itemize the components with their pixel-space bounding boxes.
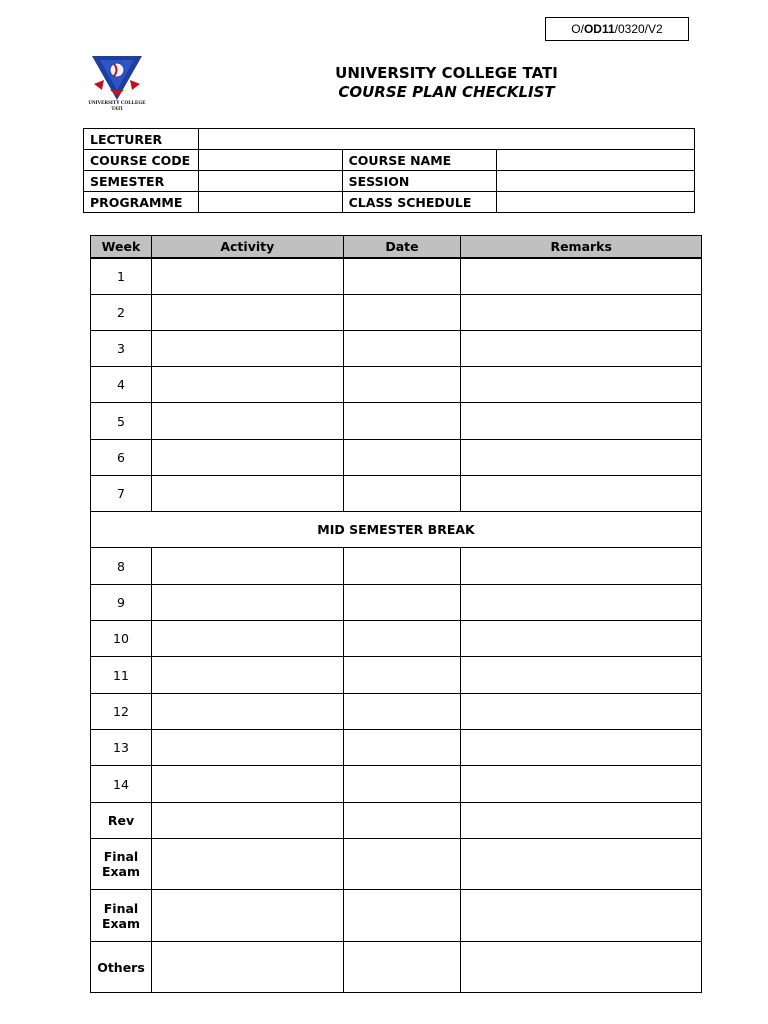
logo-text: UNIVERSITY COLLEGE TATI xyxy=(88,101,146,112)
remarks-cell[interactable] xyxy=(461,621,702,657)
week-cell-final-exam: Final Exam xyxy=(91,839,152,890)
activity-cell[interactable] xyxy=(151,803,343,839)
column-header-week: Week xyxy=(91,236,152,258)
column-header-activity: Activity xyxy=(151,236,343,258)
class-schedule-label: CLASS SCHEDULE xyxy=(342,192,497,213)
remarks-cell[interactable] xyxy=(461,657,702,694)
activity-cell[interactable] xyxy=(151,694,343,730)
table-row xyxy=(91,403,702,440)
week-cell: 13 xyxy=(91,730,152,766)
date-cell[interactable] xyxy=(343,766,461,803)
page-subtitle: COURSE PLAN CHECKLIST xyxy=(338,83,555,101)
activity-cell[interactable] xyxy=(151,476,343,512)
activity-cell[interactable] xyxy=(151,258,343,295)
plan-header-row xyxy=(91,236,702,258)
week-cell-final-exam: Final Exam xyxy=(91,890,152,942)
table-row xyxy=(91,548,702,585)
date-cell[interactable] xyxy=(343,367,461,403)
info-row-course xyxy=(84,150,695,171)
table-row xyxy=(91,730,702,766)
week-cell: 10 xyxy=(91,621,152,657)
week-cell: 9 xyxy=(91,585,152,621)
session-field[interactable] xyxy=(497,171,695,192)
document-code-bold: OD11 xyxy=(583,22,615,36)
lecturer-field[interactable] xyxy=(198,129,694,150)
date-cell[interactable] xyxy=(343,403,461,440)
activity-cell[interactable] xyxy=(151,657,343,694)
date-cell[interactable] xyxy=(343,839,461,890)
table-row xyxy=(91,585,702,621)
week-cell: 3 xyxy=(91,331,152,367)
table-row xyxy=(91,694,702,730)
table-row xyxy=(91,440,702,476)
remarks-cell[interactable] xyxy=(461,585,702,621)
activity-cell[interactable] xyxy=(151,403,343,440)
week-cell: 7 xyxy=(91,476,152,512)
remarks-cell[interactable] xyxy=(461,839,702,890)
column-header-remarks: Remarks xyxy=(461,236,702,258)
course-name-field[interactable] xyxy=(497,150,695,171)
date-cell[interactable] xyxy=(343,730,461,766)
activity-cell[interactable] xyxy=(151,585,343,621)
week-cell-others: Others xyxy=(91,942,152,993)
date-cell[interactable] xyxy=(343,295,461,331)
date-cell[interactable] xyxy=(343,440,461,476)
activity-cell[interactable] xyxy=(151,730,343,766)
table-row xyxy=(91,367,702,403)
week-cell: 5 xyxy=(91,403,152,440)
remarks-cell[interactable] xyxy=(461,295,702,331)
date-cell[interactable] xyxy=(343,657,461,694)
date-cell[interactable] xyxy=(343,476,461,512)
lecturer-label: LECTURER xyxy=(84,129,199,150)
remarks-cell[interactable] xyxy=(461,803,702,839)
table-row xyxy=(91,766,702,803)
column-header-date: Date xyxy=(343,236,461,258)
table-row xyxy=(91,890,702,942)
activity-cell[interactable] xyxy=(151,440,343,476)
table-row xyxy=(91,803,702,839)
course-info-table xyxy=(83,128,695,213)
remarks-cell[interactable] xyxy=(461,331,702,367)
remarks-cell[interactable] xyxy=(461,548,702,585)
week-cell: 11 xyxy=(91,657,152,694)
remarks-cell[interactable] xyxy=(461,403,702,440)
remarks-cell[interactable] xyxy=(461,440,702,476)
table-row xyxy=(91,258,702,295)
table-row xyxy=(91,621,702,657)
week-cell: 4 xyxy=(91,367,152,403)
week-cell-rev: Rev xyxy=(91,803,152,839)
document-code-suffix: /0320/V2 xyxy=(614,22,663,36)
remarks-cell[interactable] xyxy=(461,942,702,993)
remarks-cell[interactable] xyxy=(461,890,702,942)
mid-semester-break-label: MID SEMESTER BREAK xyxy=(91,512,702,548)
week-cell: 1 xyxy=(91,258,152,295)
week-cell: 8 xyxy=(91,548,152,585)
activity-cell[interactable] xyxy=(151,295,343,331)
date-cell[interactable] xyxy=(343,942,461,993)
date-cell[interactable] xyxy=(343,621,461,657)
document-code-prefix: O/ xyxy=(571,22,584,36)
date-cell[interactable] xyxy=(343,694,461,730)
semester-field[interactable] xyxy=(198,171,342,192)
remarks-cell[interactable] xyxy=(461,476,702,512)
class-schedule-field[interactable] xyxy=(497,192,695,213)
course-name-label: COURSE NAME xyxy=(342,150,497,171)
date-cell[interactable] xyxy=(343,890,461,942)
activity-cell[interactable] xyxy=(151,890,343,942)
info-row-semester xyxy=(84,171,695,192)
table-row xyxy=(91,295,702,331)
date-cell[interactable] xyxy=(343,585,461,621)
semester-label: SEMESTER xyxy=(84,171,199,192)
activity-cell[interactable] xyxy=(151,621,343,657)
date-cell[interactable] xyxy=(343,331,461,367)
remarks-cell[interactable] xyxy=(461,730,702,766)
date-cell[interactable] xyxy=(343,258,461,295)
activity-cell[interactable] xyxy=(151,331,343,367)
page-title: UNIVERSITY COLLEGE TATI xyxy=(335,64,558,82)
activity-cell[interactable] xyxy=(151,942,343,993)
course-code-field[interactable] xyxy=(198,150,342,171)
remarks-cell[interactable] xyxy=(461,367,702,403)
programme-label: PROGRAMME xyxy=(84,192,199,213)
table-row xyxy=(91,331,702,367)
remarks-cell[interactable] xyxy=(461,258,702,295)
week-cell: 6 xyxy=(91,440,152,476)
info-row-lecturer xyxy=(84,129,695,150)
activity-cell[interactable] xyxy=(151,367,343,403)
date-cell[interactable] xyxy=(343,803,461,839)
session-label: SESSION xyxy=(342,171,497,192)
course-plan-table xyxy=(90,235,702,993)
document-code xyxy=(545,17,689,41)
table-row xyxy=(91,657,702,694)
activity-cell[interactable] xyxy=(151,548,343,585)
info-row-programme xyxy=(84,192,695,213)
remarks-cell[interactable] xyxy=(461,694,702,730)
mid-semester-break-row xyxy=(91,512,702,548)
table-row xyxy=(91,942,702,993)
week-cell: 14 xyxy=(91,766,152,803)
course-code-label: COURSE CODE xyxy=(84,150,199,171)
activity-cell[interactable] xyxy=(151,839,343,890)
week-cell: 2 xyxy=(91,295,152,331)
remarks-cell[interactable] xyxy=(461,766,702,803)
programme-field[interactable] xyxy=(198,192,342,213)
activity-cell[interactable] xyxy=(151,766,343,803)
table-row xyxy=(91,476,702,512)
date-cell[interactable] xyxy=(343,548,461,585)
table-row xyxy=(91,839,702,890)
week-cell: 12 xyxy=(91,694,152,730)
